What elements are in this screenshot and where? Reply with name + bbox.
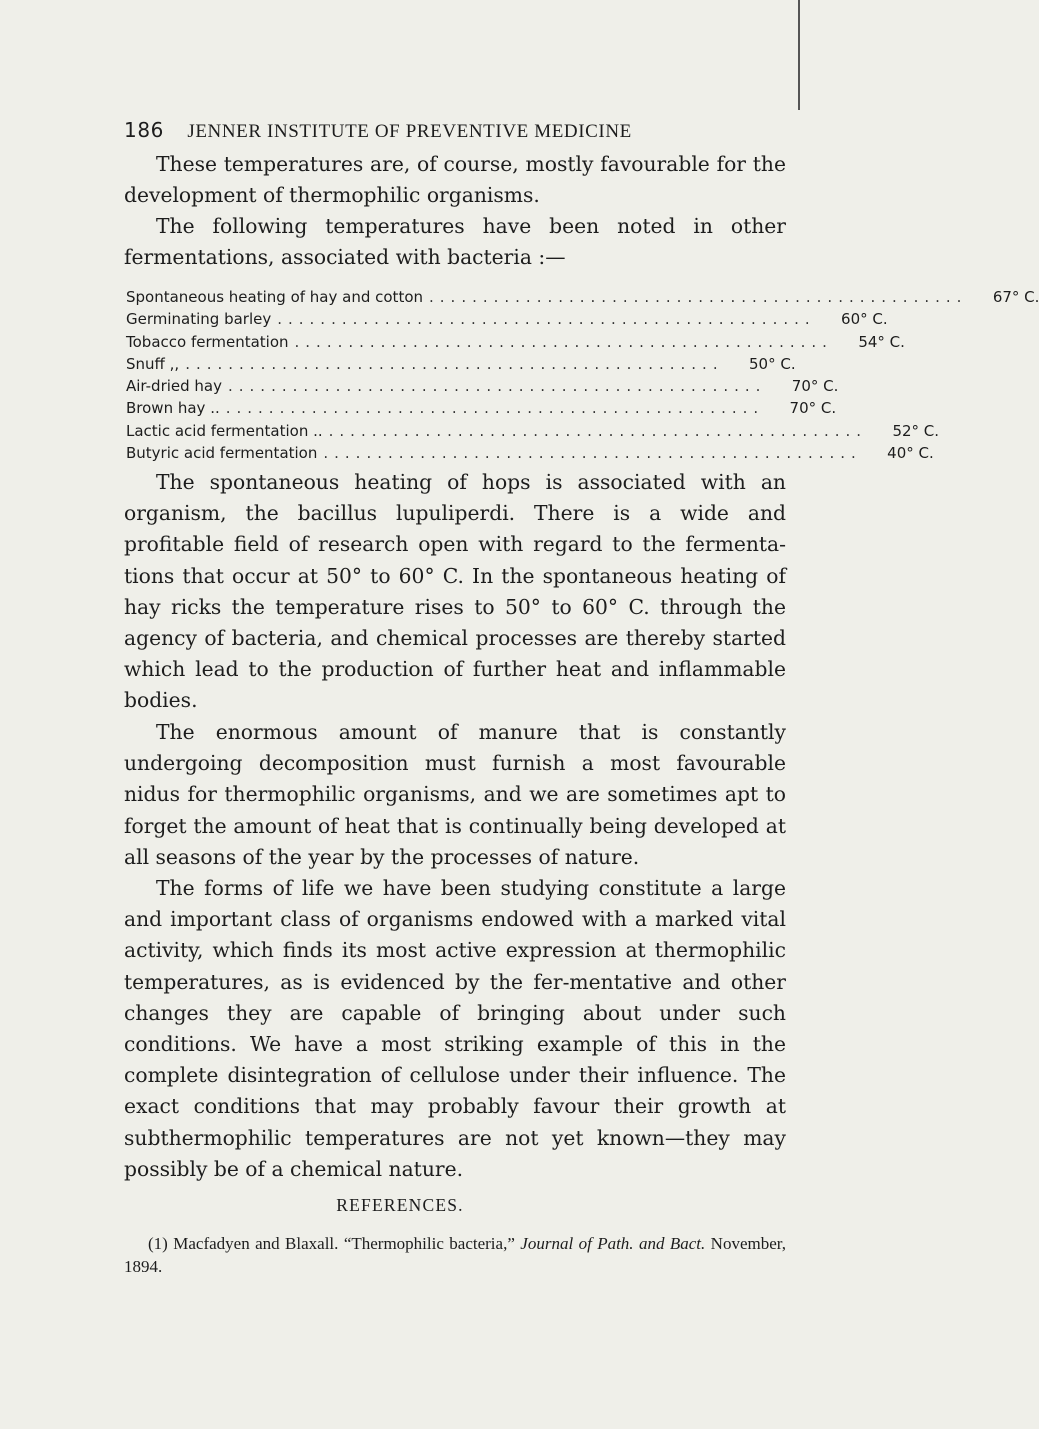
reference-number: (1) — [148, 1234, 168, 1253]
reference-date: November, 1894. — [124, 1234, 786, 1276]
reference-authors: Macfadyen and Blaxall. — [173, 1234, 339, 1253]
row-value: 70° C. — [791, 377, 839, 396]
table-row: Lactic acid fermentation .. .................................................. 52° C. — [126, 420, 766, 442]
row-value: 60° C. — [841, 310, 888, 329]
row-label: Spontaneous heating of hay and cotton — [126, 288, 424, 306]
body-paragraph-3: The forms of life we have been studying constitute a large and important class of organisms endowed with a marked vital activity, which finds its most active expression at thermophilic temperatures, as is evidenced by the fer-mentative and other changes they are capable of bringing about under such conditions. We have a most striking example of this in the complete disintegration of cellulose under their influence. The exact conditions that may probably favour their growth at subthermophilic temperatures are not yet known—they may possibly be of a chemical nature. — [124, 876, 786, 1181]
intro-paragraph-1: These temperatures are, of course, mostly favourable for the development of thermophilic organisms. — [124, 152, 786, 208]
reference-title: “Thermophilic bacteria,” — [343, 1234, 515, 1253]
table-row: Spontaneous heating of hay and cotton .................................................. 67° C. — [126, 286, 766, 308]
table-row: Brown hay .. .................................................. 70° C. — [126, 397, 766, 419]
page-number: 186 — [124, 118, 164, 142]
table-row: Snuff ,, .................................................. 50° C. — [126, 353, 766, 375]
body-paragraph-2: The enormous amount of manure that is constantly undergoing decomposition must furnish a most favourable nidus for thermophilic organisms, and we are sometimes apt to forget the amount of heat that is continually being developed at all seasons of the year by the processes of nature. — [124, 720, 786, 869]
row-label: Brown hay .. — [126, 399, 220, 418]
row-value: 40° C. — [887, 444, 934, 463]
reference-entry — [124, 1232, 786, 1278]
row-label: Air-dried hay — [126, 377, 222, 396]
row-value: 67° C. — [992, 288, 1039, 306]
row-value: 54° C. — [858, 332, 905, 351]
row-value: 50° C. — [748, 354, 796, 373]
table-row: Tobacco fermentation .................................................. 54° C. — [126, 331, 766, 353]
row-value: 52° C. — [892, 421, 940, 440]
row-label: Snuff ,, — [126, 354, 180, 373]
table-row: Germinating barley .................................................. 60° C. — [126, 308, 766, 330]
row-label: Butyric acid fermentation — [126, 444, 318, 463]
row-label: Tobacco fermentation — [126, 332, 289, 351]
table-row: Air-dried hay .................................................. 70° C. — [126, 375, 766, 397]
page-edge-shadow — [798, 0, 800, 110]
reference-journal: Journal of Path. and Bact. — [520, 1234, 706, 1253]
temperature-table — [126, 286, 1039, 464]
table-row: Butyric acid fermentation .................................................. 40° C. — [126, 442, 766, 464]
row-label: Germinating barley — [126, 310, 272, 329]
row-label: Lactic acid fermentation .. — [126, 421, 323, 440]
references-heading: REFERENCES. — [336, 1195, 464, 1215]
body-paragraph-1: The spontaneous heating of hops is associated with an organism, the bacillus lupuliperdi. There is a wide and profitable field of research open with regard to the fermenta-tions that occur at 50° to 60° C. In the spontaneous heating of hay ricks the temperature rises to 50° to 60° C. through the agency of bacteria, and chemical processes are thereby started which lead to the production of further heat and inflammable bodies. — [124, 470, 786, 713]
running-title: JENNER INSTITUTE OF PREVENTIVE MEDICINE — [187, 121, 632, 142]
row-value: 70° C. — [789, 399, 837, 418]
running-header — [124, 118, 632, 143]
intro-paragraph-2: The following temperatures have been noted in other fermentations, associated with bacteria :— — [124, 214, 786, 270]
